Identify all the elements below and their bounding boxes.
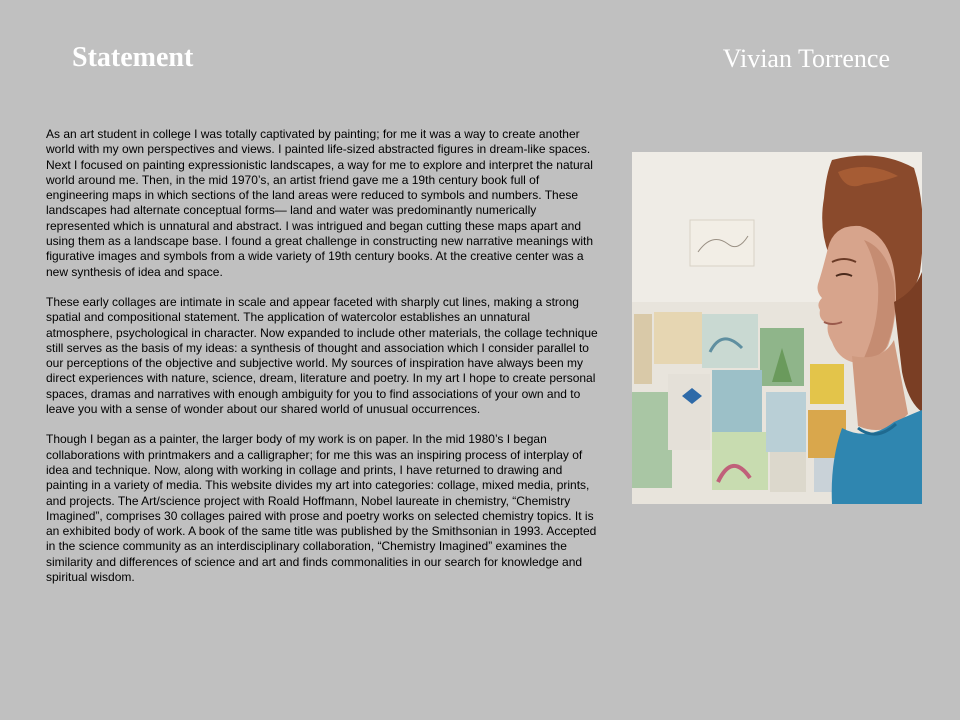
statement-paragraph-2: These early collages are intimate in scale and appear faceted with sharply cut lines, making a strong spatial and compositional statement. The application of watercolor establishes an unnatural atmosphere, psychological in character. Now expanded to include other materials, the collage technique still serves as the basis of my ideas: a synthesis of thought and association which I consider parallel to our perceptions of the objective and subjective world. My sources of inspiration have always been my direct experiences with nature, science, dream, literature and poetry. In my art I hope to create personal spaces, dramas and narratives with enough ambiguity for you to find associations of your own and to leave you with a sense of wonder about our shared world of unusual occurrences. — [46, 294, 598, 417]
page-title: Statement — [72, 42, 194, 73]
statement-body — [46, 127, 598, 600]
artist-portrait-photo — [632, 152, 922, 504]
statement-paragraph-1: As an art student in college I was totally captivated by painting; for me it was a way to create another world with my own perspectives and views. I painted life-sized abstracted figures in dream-like spaces. Next I focused on painting expressionistic landscapes, a way for me to explore and interpret the natural world around me. Then, in the mid 1970’s, an artist friend gave me a 19th century book full of engineering maps in which sections of the land areas were reduced to symbols and numbers. These landscapes had alternate conceptual forms— land and water was predominantly numerically represented which is unnatural and abstract. I was intrigued and began cutting these maps apart and using them as a landscape base. I found a great challenge in constructing new narrative meanings with figurative images and symbols from a wide variety of 19th century books. At the creative center was a new synthesis of idea and space. — [46, 127, 593, 279]
statement-paragraph-3: Though I began as a painter, the larger body of my work is on paper. In the mid 1980’s I began collaborations with printmakers and a calligrapher; for me this was an inspiring process of interplay of idea and technique. Now, along with working in collage and prints, I have returned to drawing and painting in a variety of media. This website divides my art into categories: collage, mixed media, prints, and projects. The Art/science project with Roald Hoffmann, Nobel laureate in chemistry, “Chemistry Imagined”, comprises 30 collages paired with prose and poetry works on selected chemistry topics. It is an exhibited body of work. A book of the same title was published by the Smithsonian in 1993. Accepted in the science community as an interdisciplinary collaboration, “Chemistry Imagined” examines the similarity and differences of science and art and finds commonalities in our search for knowledge and spiritual wisdom. — [46, 432, 597, 585]
portrait-illustration — [632, 152, 922, 504]
artist-name: Vivian Torrence — [722, 44, 890, 73]
